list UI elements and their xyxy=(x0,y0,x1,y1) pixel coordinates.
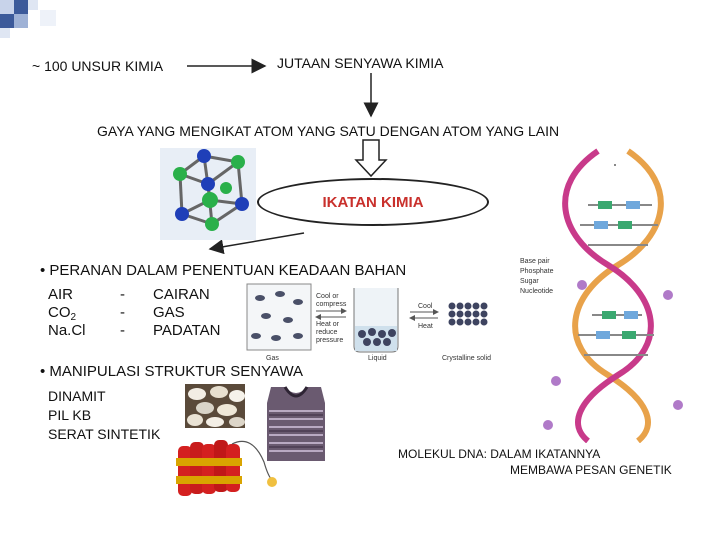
heat-reduce-label-3: pressure xyxy=(316,337,344,344)
compound-co2 xyxy=(48,304,76,323)
pills-image xyxy=(185,384,245,428)
hollow-down-arrow xyxy=(356,140,386,176)
heat-reduce-label-2: reduce xyxy=(316,329,338,336)
states-of-matter-image xyxy=(242,278,502,364)
ikatan-kimia-oval xyxy=(257,178,489,226)
senyawa-kimia-label: JUTAAN SENYAWA KIMIA xyxy=(277,55,444,71)
state-air: CAIRAN xyxy=(153,286,210,303)
crystalline-label: Crystalline solid xyxy=(442,355,492,362)
dash-co2: - xyxy=(120,304,125,321)
compound-co2-text: CO xyxy=(48,304,71,321)
dna-label-base-pair: Base pair xyxy=(520,258,550,265)
gas-label: Gas xyxy=(266,355,279,362)
compound-air: AIR xyxy=(48,286,74,303)
crystal-molecule-image xyxy=(160,148,256,240)
sweater-image xyxy=(255,383,337,465)
dna-label-phosphate: Phosphate xyxy=(520,268,554,275)
compound-nacl: Na.Cl xyxy=(48,322,86,339)
liquid-label: Liquid xyxy=(368,355,387,362)
cool-compress-label-2: compress xyxy=(316,301,347,308)
dna-image xyxy=(518,145,700,443)
heat-reduce-label-1: Heat or xyxy=(316,321,339,328)
state-co2: GAS xyxy=(153,304,185,321)
dna-label-nucleotide: Nucleotide xyxy=(520,288,554,295)
item-pil-kb: PIL KB xyxy=(48,407,92,423)
dash-nacl: - xyxy=(120,322,125,339)
cool-compress-label-1: Cool or xyxy=(316,293,339,300)
item-dinamit: DINAMIT xyxy=(48,388,106,404)
gaya-label: GAYA YANG MENGIKAT ATOM YANG SATU DENGAN ATOM YANG LAIN xyxy=(97,123,560,139)
peranan-heading: • PERANAN DALAM PENENTUAN KEADAAN BAHAN xyxy=(40,262,407,279)
heat-label: Heat xyxy=(418,323,433,330)
state-nacl: PADATAN xyxy=(153,322,221,339)
manipulasi-heading: • MANIPULASI STRUKTUR SENYAWA xyxy=(40,363,304,380)
unsur-kimia-label: ~ 100 UNSUR KIMIA xyxy=(32,58,164,74)
ikatan-kimia-label: IKATAN KIMIA xyxy=(322,193,424,211)
dash-air: - xyxy=(120,286,125,303)
item-serat-sintetik: SERAT SINTETIK xyxy=(48,426,161,442)
dna-label-sugar: Sugar xyxy=(520,278,539,285)
dna-caption-line1: MOLEKUL DNA: DALAM IKATANNYA xyxy=(398,447,601,461)
dna-caption-line2: MEMBAWA PESAN GENETIK xyxy=(510,463,672,477)
cool-label: Cool xyxy=(418,303,433,310)
compound-co2-sub: 2 xyxy=(70,312,77,323)
